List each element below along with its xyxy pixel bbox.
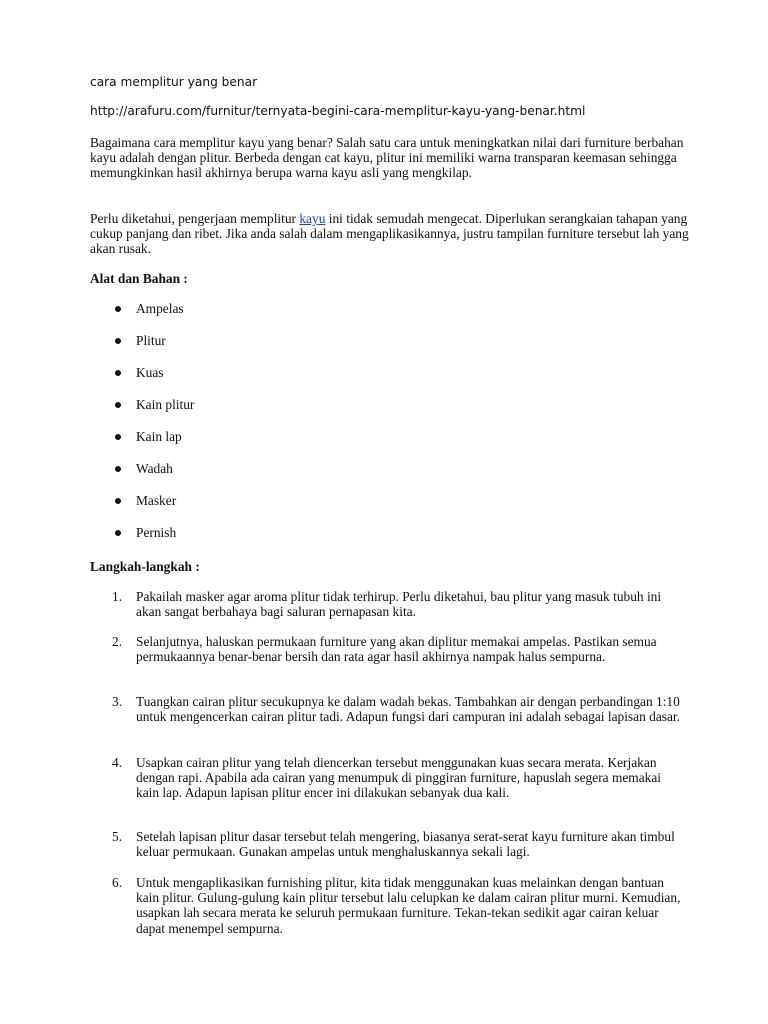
list-item: [90, 493, 194, 525]
tool-label: Wadah: [136, 461, 173, 476]
list-item: [90, 301, 194, 333]
document-title: cara memplitur yang benar: [90, 75, 258, 89]
second-paragraph: [90, 211, 690, 257]
tool-label: Kuas: [136, 365, 164, 380]
kayu-link[interactable]: kayu: [299, 211, 326, 226]
step-number: 3.: [112, 694, 123, 709]
step-text: Tuangkan cairan plitur secukupnya ke dalam wadah bekas. Tambahkan air dengan perbandingan 1:10 untuk mengencerkan cairan plitur tadi. Adapun fungsi dari campuran ini adalah sebagai lapisan dasar.: [136, 694, 680, 725]
list-item: [90, 829, 690, 859]
tools-heading: Alat dan Bahan :: [90, 271, 188, 286]
bullet-icon: [115, 530, 121, 536]
step-number: 6.: [112, 875, 123, 890]
source-url: http://arafuru.com/furnitur/ternyata-begini-cara-memplitur-kayu-yang-benar.html: [90, 104, 586, 118]
step-text: Untuk mengaplikasikan furnishing plitur, kita tidak menggunakan kuas melainkan dengan bantuan kain plitur. Gulung-gulung kain plitur tersebut lalu celupkan ke dalam cairan plitur murni. Kemudian, usapkan lah secara merata ke seluruh permukaan furniture. Tekan-tekan sedikit agar cairan keluar dapat menempel sempurna.: [136, 875, 681, 936]
bullet-icon: [115, 402, 121, 408]
list-item: [90, 525, 194, 557]
bullet-icon: [115, 370, 121, 376]
bullet-icon: [115, 338, 121, 344]
list-item: [90, 589, 690, 619]
list-item: [90, 461, 194, 493]
step-text: Usapkan cairan plitur yang telah diencerkan tersebut menggunakan kuas secara merata. Kerjakan dengan rapi. Apabila ada cairan yang menumpuk di pinggiran furniture, hapuslah segera memakai kain lap. Adapun lapisan plitur encer ini dilakukan sebanyak dua kali.: [136, 755, 662, 801]
second-paragraph-text-end: ini tidak semudah mengecat. Diperlukan serangkaian tahapan yang cukup panjang dan ribet. Jika anda salah dalam mengaplikasikannya, justru tampilan furniture tersebut lah yang akan rusak.: [90, 211, 689, 257]
list-item: [90, 333, 194, 365]
step-text: Setelah lapisan plitur dasar tersebut telah mengering, biasanya serat-serat kayu furniture akan timbul keluar permukaan. Gunakan ampelas untuk menghaluskannya sekali lagi.: [136, 829, 675, 860]
bullet-icon: [115, 466, 121, 472]
list-item: [90, 634, 690, 664]
steps-heading: Langkah-langkah :: [90, 559, 200, 574]
bullet-icon: [115, 434, 121, 440]
bullet-icon: [115, 306, 121, 312]
step-number: 1.: [112, 589, 123, 604]
step-number: 4.: [112, 755, 123, 770]
list-item: [90, 755, 690, 801]
step-text: Pakailah masker agar aroma plitur tidak terhirup. Perlu diketahui, bau plitur yang masuk tubuh ini akan sangat berbahaya bagi saluran pernapasan kita.: [136, 589, 662, 620]
step-text: Selanjutnya, haluskan permukaan furniture yang akan diplitur memakai ampelas. Pastikan semua permukaannya benar-benar bersih dan rata agar hasil akhirnya nampak halus sempurna.: [136, 634, 657, 665]
intro-paragraph: Bagaimana cara memplitur kayu yang benar? Salah satu cara untuk meningkatkan nilai dari furniture berbahan kayu adalah dengan plitur. Berbeda dengan cat kayu, plitur ini memiliki warna transparan keemasan sehingga memungkinkan hasil akhirnya berupa warna kayu asli yang mengkilap.: [90, 135, 684, 181]
step-number: 2.: [112, 634, 123, 649]
bullet-icon: [115, 498, 121, 504]
second-paragraph-text-start: Perlu diketahui, pengerjaan memplitur: [90, 211, 300, 226]
list-item: [90, 365, 194, 397]
tool-label: Kain plitur: [136, 397, 195, 412]
tools-list: [90, 301, 194, 557]
list-item: [90, 429, 194, 461]
list-item: [90, 694, 690, 724]
tool-label: Masker: [136, 493, 177, 508]
tool-label: Kain lap: [136, 429, 182, 444]
list-item: [90, 875, 690, 936]
tool-label: Plitur: [136, 333, 166, 348]
step-number: 5.: [112, 829, 123, 844]
list-item: [90, 397, 194, 429]
tool-label: Ampelas: [136, 301, 184, 316]
tool-label: Pernish: [136, 525, 177, 540]
